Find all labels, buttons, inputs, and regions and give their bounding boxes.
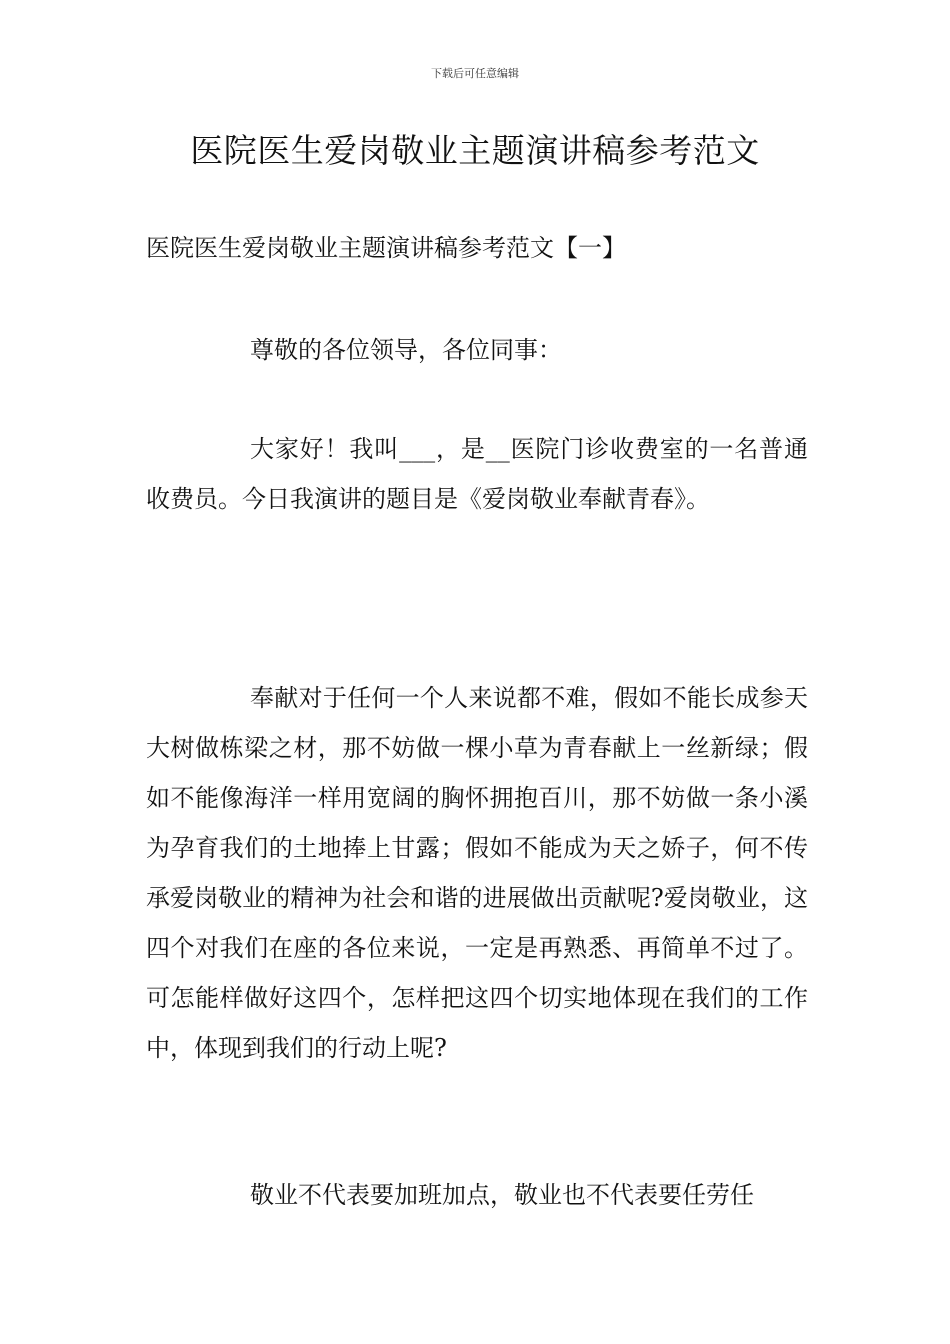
greeting-paragraph: 尊敬的各位领导，各位同事：	[250, 336, 562, 364]
dedication-paragraph: 奉献对于任何一个人来说都不难，假如不能长成参天大树做栋梁之材，那不妨做一棵小草为青春献上一丝新绿；假如不能像海洋一样用宽阔的胸怀拥抱百川，那不妨做一条小溪为孕育我们的土地捧上甘露；假如不能成为天之娇子，何不传承爱岗敬业的精神为社会和谐的进展做出贡献呢?爱岗敬业，这四个对我们在座的各位来说，一定是再熟悉、再简单不过了。可怎能样做好这四个，怎样把这四个切实地体现在我们的工作中，体现到我们的行动上呢?	[146, 684, 808, 1062]
document-title: 医院医生爱岗敬业主题演讲稿参考范文	[190, 131, 760, 170]
section-heading: 医院医生爱岗敬业主题演讲稿参考范文【一】	[146, 234, 626, 262]
dedication-continued-paragraph: 敬业不代表要加班加点，敬业也不代表要任劳任	[250, 1181, 754, 1209]
header-note: 下载后可任意编辑	[431, 67, 519, 80]
intro-paragraph: 大家好！我叫___，是__医院门诊收费室的一名普通收费员。今日我演讲的题目是《爱岗敬业奉献青春》。	[146, 435, 808, 513]
